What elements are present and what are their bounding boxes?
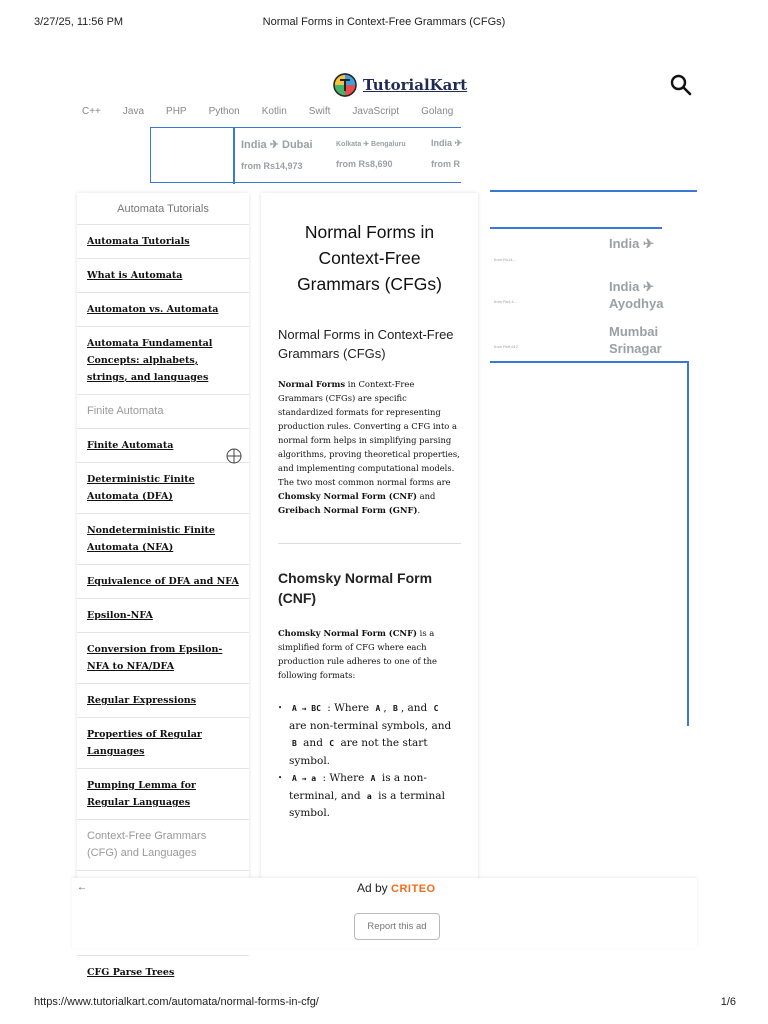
- flight-ad-divider: [233, 128, 235, 184]
- print-doc-title: Normal Forms in Context-Free Grammars (CFGs): [262, 16, 506, 28]
- article-content: [261, 193, 478, 883]
- nav-item-php[interactable]: PHP: [166, 106, 187, 117]
- ad-divider: [490, 190, 697, 192]
- flight-price: from Rs14,973: [241, 161, 303, 171]
- cnf-rules-list: [278, 700, 461, 823]
- sidebar-link[interactable]: CFG Parse Trees: [77, 955, 249, 989]
- cnf-heading: Chomsky Normal Form (CNF): [278, 570, 433, 606]
- flight-route: Kolkata ✈ Bengaluru: [336, 141, 406, 148]
- article-subtitle: Normal Forms in Context-Free Grammars (CFGs): [278, 327, 454, 361]
- rule-text: : Where: [327, 702, 370, 714]
- sidebar-section-heading: Finite Automata: [77, 394, 249, 428]
- inline-code: B: [393, 704, 398, 713]
- cnf-rule: [278, 770, 461, 823]
- rule-text: : Where: [322, 772, 365, 784]
- inline-code: B: [292, 739, 297, 748]
- ad-by-label: Ad by: [357, 881, 388, 895]
- print-page-number: 1/6: [720, 996, 736, 1008]
- rule-text: are non-terminal symbols, and: [289, 719, 452, 732]
- nav-item-python[interactable]: Python: [208, 106, 240, 117]
- ad-attribution: [357, 881, 436, 895]
- rule-text: is a terminal symbol.: [289, 789, 445, 819]
- intro-text: and: [417, 491, 436, 501]
- flight-offer[interactable]: [336, 138, 406, 169]
- rule-text: , and: [400, 702, 428, 714]
- nav-item-javascript[interactable]: JavaScript: [352, 106, 400, 117]
- rule-text: is a non-terminal, and: [289, 772, 427, 802]
- ad-destination: Mumbai Srinagar: [609, 324, 662, 356]
- ad-back-arrow-icon[interactable]: ←: [77, 882, 87, 893]
- flight-route: India ✈ Dubai: [241, 139, 313, 151]
- sidebar-link[interactable]: Epsilon-NFA: [77, 598, 249, 632]
- nav-item-swift[interactable]: Swift: [308, 106, 331, 117]
- inline-code: A: [375, 704, 381, 713]
- rule-text: and: [303, 737, 323, 749]
- flight-price: from R: [431, 159, 460, 169]
- crosshair-icon: [226, 448, 242, 464]
- flight-route: India ✈: [431, 138, 463, 148]
- sidebar-link[interactable]: Regular Expressions: [77, 683, 249, 717]
- cnf-rule: [278, 700, 461, 770]
- intro-paragraph: [278, 377, 461, 517]
- ad-divider: [490, 227, 662, 229]
- sidebar-link[interactable]: Finite Automata: [77, 428, 249, 462]
- ad-destination: India ✈: [609, 236, 654, 251]
- flight-offer[interactable]: [241, 138, 313, 171]
- sidebar-section-heading: Context-Free Grammars (CFG) and Languages: [77, 819, 249, 870]
- sidebar-link[interactable]: Pumping Lemma for Regular Languages: [77, 768, 249, 819]
- sidebar-link[interactable]: Automaton vs. Automata: [77, 292, 249, 326]
- flight-price: from Rs8,690: [336, 159, 393, 169]
- print-url: https://www.tutorialkart.com/automata/normal-forms-in-cfg/: [34, 996, 319, 1008]
- rule-text: ,: [383, 702, 387, 714]
- bold-term: Normal Forms: [278, 379, 346, 389]
- sidebar-link[interactable]: Properties of Regular Languages: [77, 717, 249, 768]
- ad-mini-price: from Rs9,612: [494, 344, 519, 349]
- nav-item-kotlin[interactable]: Kotlin: [261, 106, 287, 117]
- inline-code: A → a: [292, 774, 317, 783]
- ad-destination: India ✈ Ayodhya: [609, 279, 664, 311]
- tutorialkart-logo-icon: [333, 73, 357, 97]
- section-divider: [278, 543, 461, 544]
- sidebar: [77, 193, 249, 978]
- cnf-intro-text: is a simplified form of CFG where each production rule adheres to one of the following formats:: [278, 628, 437, 680]
- sidebar-link[interactable]: Automata Tutorials: [77, 224, 249, 258]
- inline-code: a: [366, 791, 372, 801]
- ad-mini-price: from Rs14,...: [494, 257, 517, 262]
- ad-mini-price: from Rs4,4...: [494, 299, 517, 304]
- bottom-ad-bar: [72, 878, 697, 948]
- nav-item-golang[interactable]: Golang: [421, 106, 454, 117]
- intro-text: in Context-Free Grammars (CFGs) are specific standardized formats for representing production rules. Converting a CFG into a normal form helps in simplifying parsing algorithms, proving theoretical properties, and implementing computational models. The two most common normal forms are: [278, 379, 460, 487]
- inline-code: C: [433, 704, 439, 713]
- cnf-intro-paragraph: [278, 626, 461, 682]
- nav-item-java[interactable]: Java: [122, 106, 145, 117]
- ad-divider: [490, 361, 689, 363]
- rule-text: are not the start symbol.: [289, 737, 428, 767]
- sidebar-heading: Automata Tutorials: [117, 203, 209, 215]
- sidebar-link[interactable]: Automata Fundamental Concepts: alphabets, strings, and languages: [77, 326, 249, 394]
- logo-text: TutorialKart: [363, 76, 468, 94]
- bold-term: Greibach Normal Form (GNF): [278, 505, 418, 515]
- inline-code: A: [370, 774, 376, 783]
- criteo-logo[interactable]: CRITEO: [391, 883, 436, 895]
- ad-border: [687, 361, 689, 726]
- search-icon[interactable]: [669, 73, 693, 97]
- print-datetime: 3/27/25, 11:56 PM: [34, 16, 124, 28]
- report-ad-button[interactable]: Report this ad: [354, 913, 440, 940]
- sidebar-link[interactable]: Nondeterministic Finite Automata (NFA): [77, 513, 249, 564]
- bold-term: Chomsky Normal Form (CNF): [278, 491, 417, 501]
- flight-offer[interactable]: [431, 138, 462, 169]
- sidebar-link[interactable]: Conversion from Epsilon-NFA to NFA/DFA: [77, 632, 249, 683]
- inline-code: A → BC: [292, 704, 321, 713]
- flight-ad-banner[interactable]: [150, 127, 461, 183]
- article-title: Normal Forms in Context-Free Grammars (CFGs): [297, 222, 442, 294]
- sidebar-link[interactable]: Equivalence of DFA and NFA: [77, 564, 249, 598]
- sidebar-link[interactable]: What is Automata: [77, 258, 249, 292]
- nav-item-cpp[interactable]: C++: [82, 106, 101, 117]
- sidebar-link[interactable]: Deterministic Finite Automata (DFA): [77, 462, 249, 513]
- bold-term: Chomsky Normal Form (CNF): [278, 628, 417, 638]
- inline-code: C: [329, 739, 335, 748]
- site-logo[interactable]: [333, 73, 467, 97]
- top-nav: [82, 106, 475, 117]
- intro-text: .: [417, 505, 421, 515]
